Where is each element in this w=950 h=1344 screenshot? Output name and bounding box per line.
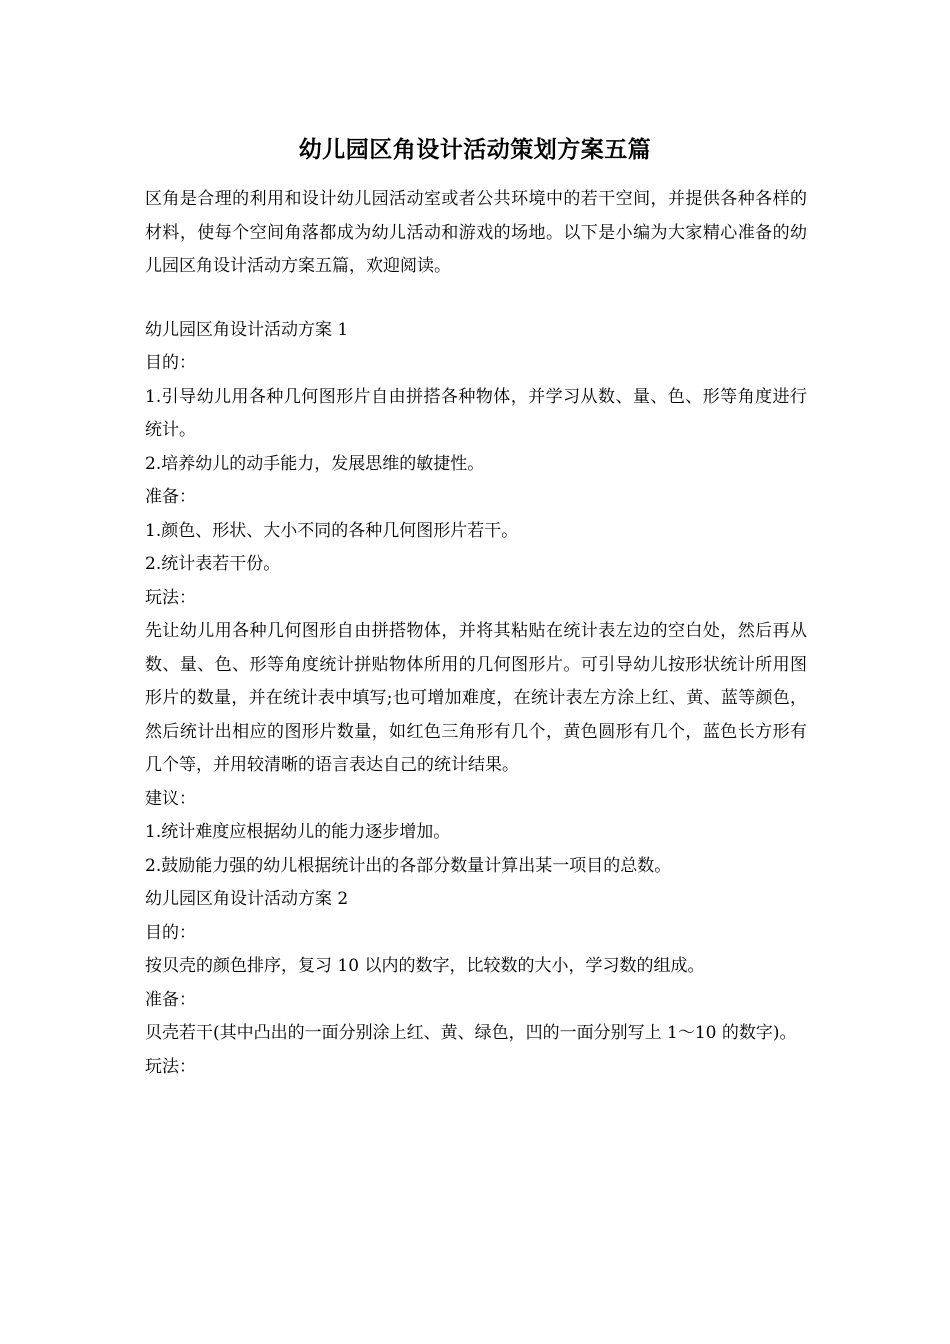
preparation-item-1: 1.颜色、形状、大小不同的各种几何图形片若干。 — [145, 520, 519, 541]
label-preparation: 准备： — [145, 487, 196, 507]
preparation-paragraph-2: 贝壳若干(其中凸出的一面分别涂上红、黄、绿色，凹的一面分别写上 1～10 的数字)。 — [145, 1023, 797, 1043]
goal-paragraph-2: 按贝壳的颜色排序，复习 10 以内的数字，比较数的大小，学习数的组成。 — [145, 956, 705, 976]
document-title: 幼儿园区角设计活动策划方案五篇 — [298, 136, 652, 163]
label-suggestion: 建议： — [145, 788, 196, 809]
label-goal-2: 目的： — [145, 922, 196, 943]
suggestion-item-1: 1.统计难度应根据幼儿的能力逐步增加。 — [145, 822, 451, 842]
section-heading-plan-2: 幼儿园区角设计活动方案 2 — [145, 889, 349, 909]
suggestion-item-2: 2.鼓励能力强的幼儿根据统计出的各部分数量计算出某一项目的总数。 — [145, 855, 672, 876]
gameplay-paragraph: 先让幼儿用各种几何图形自由拼搭物体，并将其粘贴在统计表左边的空白处，然后再从数、量、色、形等角度统计拼贴物体所用的几何图形片。可引导幼儿按形状统计所用图形片的数量，并在统计表中填写;也可增加难度，在统计表左方涂上红、黄、蓝等颜色，然后统计出相应的图形片数量，如红色三角形有几个，黄色圆形有几个，蓝色长方形有几个等，并用较清晰的语言表达自己的统计结果。 — [145, 621, 807, 775]
goal-item-2: 2.培养幼儿的动手能力，发展思维的敏捷性。 — [145, 453, 485, 474]
document-body — [145, 183, 807, 1084]
label-gameplay: 玩法： — [145, 587, 196, 608]
label-preparation-2: 准备： — [145, 989, 196, 1010]
section-heading-plan-1: 幼儿园区角设计活动方案 1 — [145, 319, 349, 340]
intro-paragraph: 区角是合理的利用和设计幼儿园活动室或者公共环境中的若干空间，并提供各种各样的材料，使每个空间角落都成为幼儿活动和游戏的场地。以下是小编为大家精心准备的幼儿园区角设计活动方案五篇，欢迎阅读。 — [145, 189, 807, 276]
preparation-item-2: 2.统计表若干份。 — [145, 554, 281, 574]
label-gameplay-2: 玩法： — [145, 1056, 196, 1077]
goal-item-1: 1.引导幼儿用各种几何图形片自由拼搭各种物体，并学习从数、量、色、形等角度进行统计。 — [145, 386, 807, 440]
label-goal: 目的： — [145, 353, 196, 373]
